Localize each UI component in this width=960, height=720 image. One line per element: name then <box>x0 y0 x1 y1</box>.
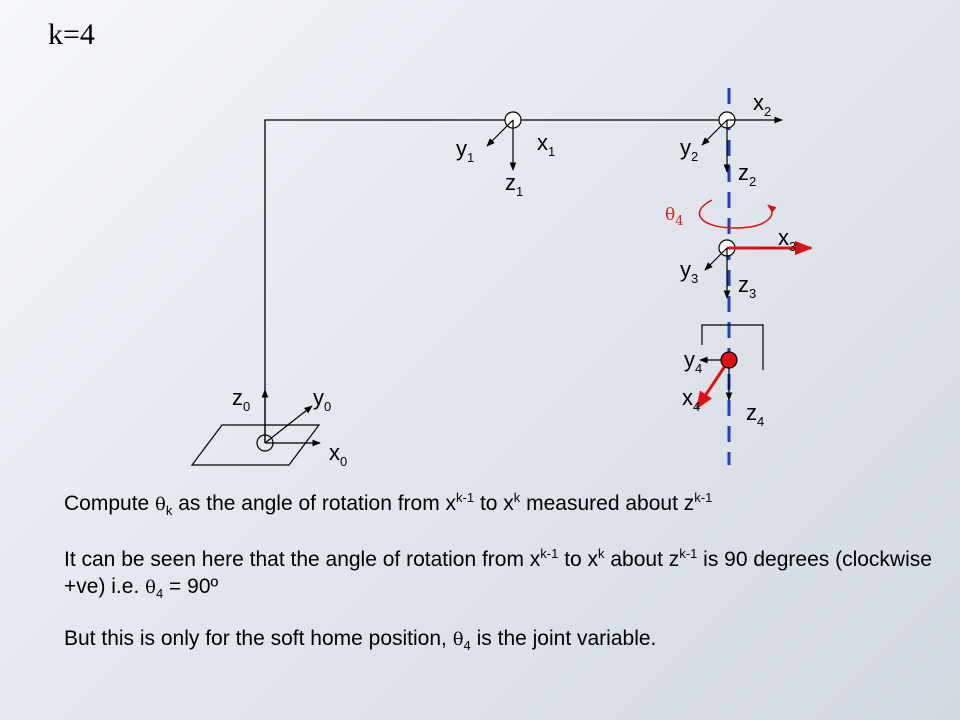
definition-text: Compute $\theta_k$ as the angle of rotation from $x^{k-1}$ to $x^k$ measured about $z^{k-1}$ <box>64 490 713 519</box>
frame-1 <box>456 112 555 199</box>
label-z0: $z_0$ <box>232 385 251 414</box>
label-x2: $x_2$ <box>753 90 772 119</box>
base-platform <box>192 425 319 465</box>
slide-title: k=4 <box>48 18 95 51</box>
label-z1: $z_1$ <box>505 170 524 199</box>
label-x4: $x_4$ <box>682 385 701 414</box>
label-theta4: $\theta_4$ <box>665 205 684 229</box>
label-x3: $x_3$ <box>778 225 797 254</box>
y2-arrow <box>702 120 727 145</box>
y3-arrow <box>705 248 727 270</box>
label-z2: $z_2$ <box>738 160 757 189</box>
label-y2: $y_2$ <box>680 135 699 164</box>
frame-2 <box>680 90 782 189</box>
label-z3: $z_3$ <box>738 272 757 301</box>
joint-4 <box>721 352 737 368</box>
frame-0 <box>232 385 347 469</box>
label-y1: $y_1$ <box>456 136 475 165</box>
explanation-text: It can be seen here that the angle of rotation from $x^{k-1}$ to $x^k$ about $z^{k-1}$ is 90 degrees (clockwise +ve) i.e. $\theta_4$ = 90º <box>64 546 932 602</box>
label-y0: $y_0$ <box>313 385 332 414</box>
frame-4 <box>682 325 764 429</box>
label-y4: $y_4$ <box>684 347 703 376</box>
label-x0: $x_0$ <box>329 440 348 469</box>
frame-3 <box>680 225 811 301</box>
y1-arrow <box>487 120 513 146</box>
robot-link <box>265 120 513 443</box>
label-y3: $y_3$ <box>680 257 699 286</box>
note-text: But this is only for the soft home position, $\theta_4$ is the joint variable. <box>64 627 657 654</box>
label-x1: $x_1$ <box>537 130 556 159</box>
label-z4: $z_4$ <box>746 400 765 429</box>
rotation-arc <box>665 200 772 229</box>
